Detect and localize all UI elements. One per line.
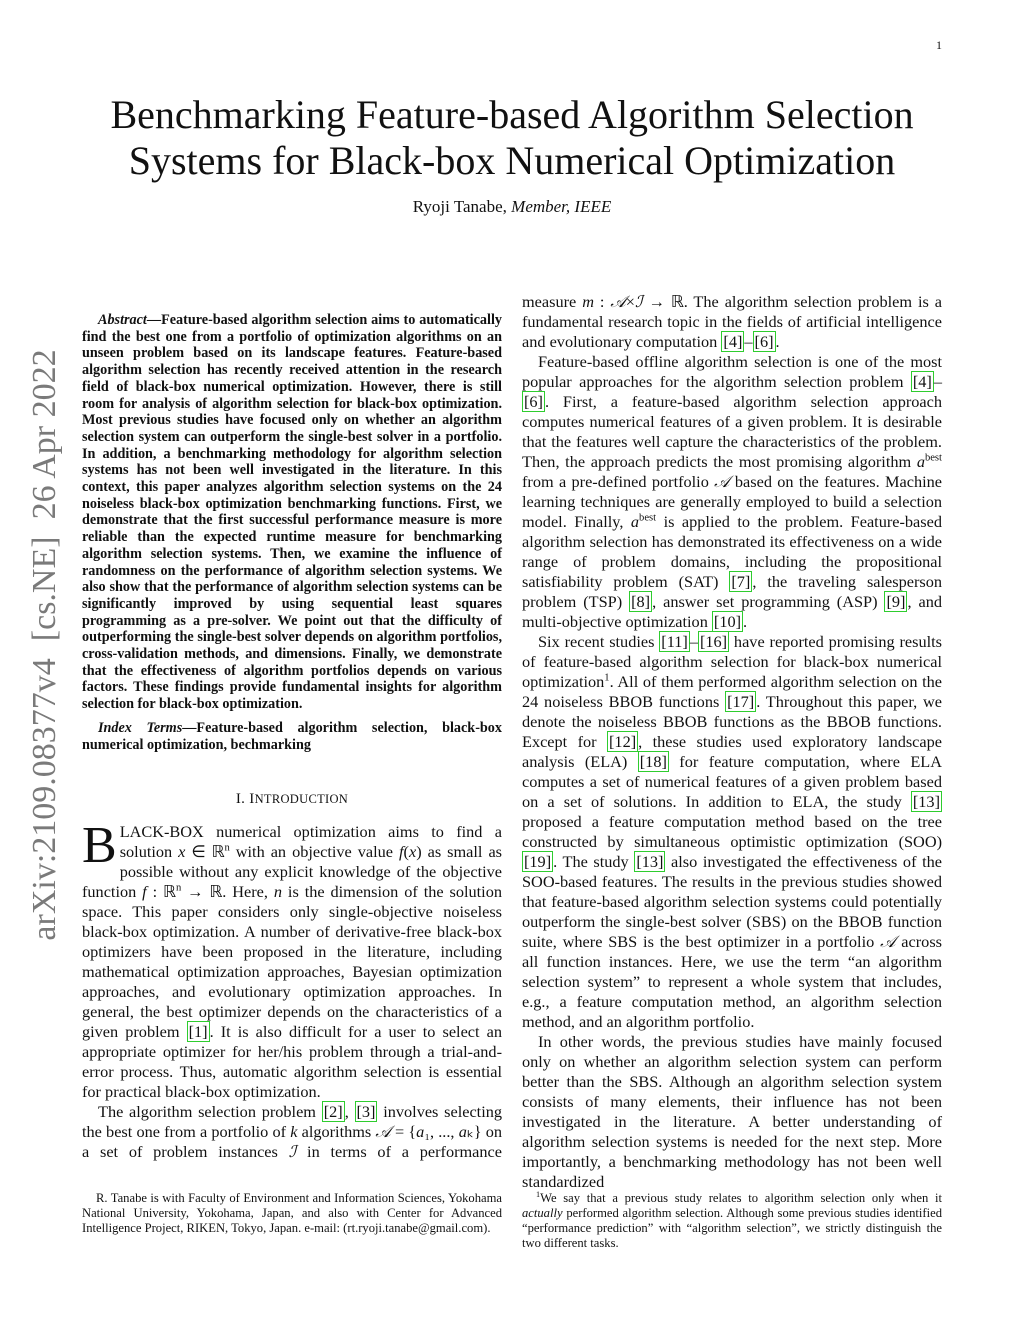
text-run: , these studies used exploratory landscape analysis (ELA)	[522, 732, 943, 771]
text-run: is the dimension of the solution space. This paper considers only single-objective noiseless black-box optimization. A number of derivative-free black-box optimizers have been proposed in the literature, including mathematical optimization approaches, Bayesian optimization approaches, and evolutionary optimization approaches. In general, the best optimizer depends on the characteristics of a given problem	[82, 882, 502, 1042]
citation-link[interactable]: [9]	[886, 592, 906, 611]
text-run: In other words, the previous studies have mainly focused only on whether an algorithm selection system can perform better than the SBS. Although an algorithm selection system consists of many elements, their influence has not been investigated in the literature. A better understanding of algorithm selection systems is needed for the next step. More importantly, a benchmarking methodology has not been well standardized	[522, 1032, 942, 1191]
text-run: . The study	[553, 852, 635, 871]
math-symbol: f	[142, 882, 147, 902]
math-symbol: k	[290, 1122, 298, 1142]
math-symbol: ℐ	[288, 1142, 297, 1162]
text-run: ₖ} on a set of problem instances	[82, 1122, 503, 1162]
text-run: . First, a feature-based algorithm selection approach computes numerical features of a given problem. It is desirable that the features well capture the characteristics of the problem. Then, the approach predicts the most promising algorithm	[522, 392, 942, 471]
text-run: –	[689, 632, 698, 651]
text-run: in terms of a performance	[296, 1142, 502, 1162]
math-symbol: 𝒜	[880, 932, 896, 951]
text-run: have reported promising results of feature-based algorithm selection for black-box numerical optimization	[522, 632, 943, 691]
text-run: with an objective value	[229, 842, 399, 862]
text-run: LACK-BOX numerical optimization aims to find a solution	[119, 822, 502, 862]
page-number: 1	[936, 38, 942, 52]
emphasis: actually	[522, 1206, 563, 1220]
citation-link[interactable]: [16]	[699, 632, 728, 651]
text-run: ) as small as possible without any explicit knowledge of the objective function	[82, 842, 503, 902]
citation-link[interactable]: [6]	[754, 332, 774, 351]
citation-link[interactable]: [7]	[731, 572, 751, 591]
text-run: involves selecting the best one from a portfolio of	[82, 1102, 502, 1142]
text-run: ×	[625, 292, 635, 311]
section-heading-introduction: I. INTRODUCTION	[235, 791, 349, 808]
superscript: n	[175, 882, 182, 894]
text-run: .	[775, 332, 780, 351]
text-run: ₁, ...,	[424, 1122, 459, 1142]
footnote-1	[522, 1191, 942, 1251]
title-line-1: Benchmarking Feature-based Algorithm Selection	[110, 92, 914, 137]
text-run: . Throughout this paper, we denote the noiseless BBOB functions as the BBOB functions. Except for	[522, 692, 942, 751]
superscript: best	[924, 452, 942, 464]
abstract-text: —Feature-based algorithm selection aims to automatically find the best one from a portfolio of optimization algorithms on an unseen problem based on its landscape features. Feature-based algorithm selection has recently received attention in the research field of black-box numerical optimization. However, there is still room for analysis of algorithm selection for black-box optimization. Most previous studies have focused only on whether an algorithm selection system can outperform the single-best solver in a portfolio. In addition, a benchmarking methodology for algorithm selection systems has not been well investigated in the literature. In this context, this paper analyzes algorithm selection systems on the 24 noiseless black-box optimization benchmarking functions. First, we demonstrate that the first successful performance measure is more reliable than the expected runtime measure for benchmarking algorithm selection systems. Then, we examine the influence of randomness on the performance of algorithm selection systems. We also show that the performance of algorithm selection systems can be significantly improved by using sequential least squares programming as a pre-solver. We point out that the difficulty of outperforming the single-best solver depends on algorithm portfolios, cross-validation methods, and dimensions. Finally, we demonstrate that the effectiveness of algorithm portfolios depends on various factors. These findings provide fundamental insights for algorithm selection for black-box optimization.	[82, 312, 502, 713]
math-symbol: x	[178, 842, 186, 862]
citation-link[interactable]: [18]	[639, 752, 667, 771]
citation-link[interactable]: [13]	[636, 852, 664, 871]
text-run: , and multi-objective optimization	[522, 592, 942, 631]
citation-link[interactable]: [19]	[524, 852, 552, 871]
right-column	[522, 292, 942, 1192]
text-run: , the traveling salesperson problem (TSP)	[522, 572, 942, 611]
text-run: . All of them performed algorithm selection on the 24 noiseless BBOB functions	[522, 672, 942, 711]
text-run: : ℝ	[146, 882, 176, 902]
drop-cap: B	[82, 817, 117, 875]
text-run: → ℝ. The algorithm selection problem is a fundamental research topic in the fields of artificial intelligence and evolutionary computation	[522, 292, 943, 351]
math-symbol: x	[408, 842, 417, 862]
text-run: across all function instances. Here, we use the term “an algorithm selection system” to represent a whole system that includes, e.g., a feature computation method, an algorithm selection method, and an algorithm portfolio.	[522, 932, 942, 1031]
text-run: . It is also difficult for a user to select an appropriate optimizer for her/his problem through a trial-and-error process. Thus, automatic algorithm selection is essential for practical black-box optimization.	[82, 1022, 502, 1102]
title-line-2: Systems for Black-box Numerical Optimization	[128, 138, 896, 183]
text-run: –	[744, 332, 753, 351]
index-terms-label: Index Terms	[98, 719, 183, 736]
text-run: based on the features. Machine learning techniques are generally employed to build a selection model. Finally,	[522, 472, 942, 531]
text-run: ∈ ℝ	[185, 842, 225, 862]
author-role: Member, IEEE	[511, 197, 612, 216]
superscript: n	[224, 842, 230, 854]
index-terms	[82, 720, 502, 753]
text-run: is applied to the problem. Feature-based algorithm selection has demonstrated its effectiveness on a wide range of problem domains, including the propositional satisfiability problem (SAT)	[522, 512, 942, 591]
math-symbol: 𝒜	[610, 292, 626, 311]
text-run: .	[743, 612, 748, 631]
math-symbol: n	[273, 882, 282, 902]
text-run: :	[593, 292, 611, 311]
citation-link[interactable]: [2]	[323, 1102, 343, 1122]
text-run: –	[933, 372, 942, 391]
citation-link[interactable]: [17]	[727, 692, 755, 711]
text-run: = {	[390, 1122, 417, 1142]
text-run: We say that a previous study relates to algorithm selection only when it	[540, 1191, 942, 1205]
math-symbol: 𝒜	[714, 472, 730, 491]
text-run: algorithms	[297, 1122, 376, 1142]
index-terms-text: —Feature-based algorithm selection, black-box numerical optimization, bechmarking	[82, 719, 502, 753]
math-symbol: 𝒜	[375, 1122, 391, 1142]
body-paragraph	[522, 292, 942, 352]
footnote-marker: 1	[536, 1189, 541, 1199]
arxiv-stamp: arXiv:2109.08377v4 [cs.NE] 26 Apr 2022	[26, 349, 63, 941]
math-symbol: a	[416, 1122, 425, 1142]
citation-link[interactable]: [3]	[356, 1102, 376, 1122]
text-run: , answer set programming (ASP)	[652, 592, 885, 611]
text-run: for feature computation, where ELA computes a set of numerical features of a given problem based on a set of solutions. In addition to ELA, the study	[522, 752, 942, 811]
citation-link[interactable]: [11]	[661, 632, 688, 651]
author-affiliation-footnote: R. Tanabe is with Faculty of Environment and Information Sciences, Yokohama National University, Yokohama, Japan, and also with Center for Advanced Intelligence Project, RIKEN, Tokyo, Japan. e-mail: (rt.ryoji.tanabe@gmail.com).	[82, 1191, 502, 1235]
text-run: also investigated the effectiveness of the SOO-based features. The results in the previous studies showed that feature-based algorithm selection systems could potentially outperform the single-best solver (SBS) on the BBOB function suite, where SBS is the best optimizer in a portfolio	[522, 852, 942, 951]
citation-link[interactable]: [12]	[609, 732, 637, 751]
body-paragraph	[522, 352, 942, 632]
text-run: measure	[522, 292, 583, 311]
author-line	[0, 197, 1024, 217]
math-symbol: f	[399, 842, 404, 862]
text-run: → ℝ. Here,	[181, 882, 274, 902]
math-symbol: ℐ	[634, 292, 643, 311]
footnote-marker: 1	[604, 672, 610, 684]
math-symbol: a	[916, 452, 925, 471]
text-run: Six recent studies	[538, 632, 660, 651]
citation-link[interactable]: [6]	[524, 392, 543, 411]
math-symbol: a	[630, 512, 640, 531]
body-paragraph	[522, 632, 942, 1032]
citation-link[interactable]: [1]	[188, 1022, 208, 1042]
text-run: (	[403, 842, 409, 862]
intro-paragraph	[82, 1102, 502, 1162]
left-column	[82, 312, 502, 1162]
intro-paragraph	[82, 817, 503, 1102]
citation-link[interactable]: [8]	[631, 592, 651, 611]
citation-link[interactable]: [10]	[713, 612, 742, 631]
abstract-label: Abstract	[98, 312, 147, 328]
math-symbol: m	[582, 292, 594, 311]
author-name: Ryoji Tanabe,	[412, 197, 512, 216]
paper-title	[0, 92, 1024, 184]
text-run: performed algorithm selection. Although some previous studies identified “performance prediction” with “algorithm selection”, we strictly distinguish the two different tasks.	[522, 1206, 942, 1250]
text-run: from a pre-defined portfolio	[522, 472, 715, 491]
body-paragraph	[522, 1032, 942, 1192]
text-run: The algorithm selection problem	[98, 1102, 322, 1122]
citation-link[interactable]: [13]	[912, 792, 940, 811]
citation-link[interactable]: [4]	[912, 372, 932, 391]
text-run: ,	[344, 1102, 355, 1122]
text-run: proposed a feature computation method based on the tree constructed by simultaneous optimistic optimization (SOO)	[522, 812, 942, 851]
citation-link[interactable]: [4]	[723, 332, 743, 351]
superscript: best	[639, 512, 657, 524]
abstract	[82, 312, 502, 713]
text-run: Feature-based offline algorithm selection is one of the most popular approaches for the algorithm selection problem	[522, 352, 942, 391]
math-symbol: a	[458, 1122, 467, 1142]
